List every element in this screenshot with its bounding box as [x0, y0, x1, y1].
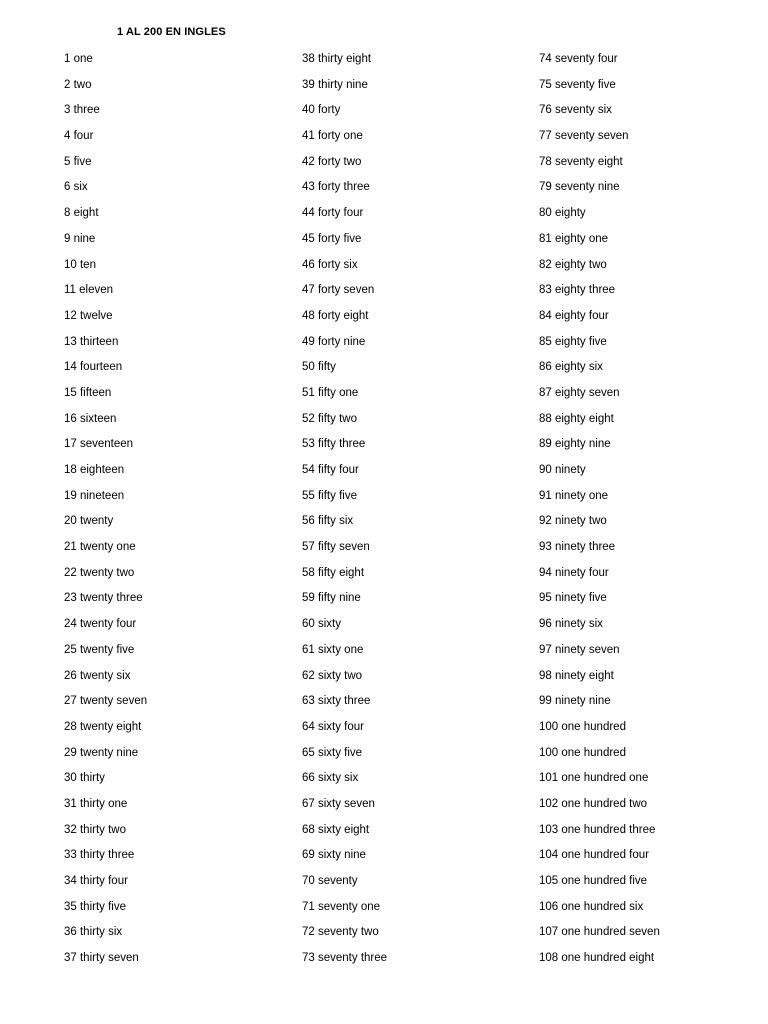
number-entry: 68 sixty eight — [302, 823, 370, 836]
number-entry: 22 twenty two — [64, 566, 135, 579]
number-entry: 36 thirty six — [64, 926, 123, 939]
number-entry: 32 thirty two — [64, 823, 126, 836]
number-entry: 15 fifteen — [64, 386, 112, 399]
number-entry: 99 ninety nine — [539, 695, 611, 708]
number-entry: 72 seventy two — [302, 926, 379, 939]
number-entry: 34 thirty four — [64, 875, 128, 887]
number-entry: 44 forty four — [302, 207, 364, 220]
number-entry: 66 sixty six — [302, 772, 359, 785]
number-entry: 89 eighty nine — [539, 438, 611, 451]
number-entry: 50 fifty — [302, 361, 336, 374]
number-entry: 29 twenty nine — [64, 746, 139, 759]
number-entry: 95 ninety five — [539, 592, 607, 605]
number-entry: 84 eighty four — [539, 309, 609, 322]
number-entry: 58 fifty eight — [302, 566, 365, 579]
number-entry: 107 one hundred seven — [539, 926, 660, 939]
number-entry: 54 fifty four — [302, 464, 359, 476]
number-entry: 27 twenty seven — [64, 695, 148, 708]
number-column-2 — [302, 50, 387, 975]
number-entry: 73 seventy three — [302, 952, 388, 965]
number-entry: 49 forty nine — [302, 335, 366, 348]
number-entry: 100 one hundred — [539, 720, 626, 733]
number-entry: 102 one hundred two — [539, 797, 648, 810]
number-entry: 94 ninety four — [539, 566, 609, 579]
number-entry: 91 ninety one — [539, 489, 609, 502]
number-entry: 16 sixteen — [64, 412, 117, 425]
number-entry: 83 eighty three — [539, 284, 616, 297]
page-title: 1 AL 200 EN INGLES — [117, 26, 226, 38]
number-entry: 62 sixty two — [302, 669, 363, 682]
number-entry: 103 one hundred three — [539, 823, 656, 836]
number-entry: 80 eighty — [539, 207, 586, 220]
number-column-3 — [539, 50, 660, 975]
number-entry: 67 sixty seven — [302, 797, 375, 810]
number-entry: 41 forty one — [302, 130, 363, 143]
number-entry: 104 one hundred four — [539, 849, 649, 862]
number-entry: 38 thirty eight — [302, 53, 372, 65]
number-entry: 108 one hundred eight — [539, 952, 655, 965]
number-entry: 42 forty two — [302, 155, 362, 168]
number-entry: 71 seventy one — [302, 900, 381, 913]
number-entry: 12 twelve — [64, 309, 113, 322]
number-entry: 101 one hundred one — [539, 772, 649, 785]
number-entry: 74 seventy four — [539, 53, 618, 65]
number-entry: 90 ninety — [539, 464, 586, 476]
number-entry: 82 eighty two — [539, 258, 607, 271]
number-entry: 81 eighty one — [539, 232, 609, 245]
number-entry: 59 fifty nine — [302, 592, 361, 605]
number-entry: 23 twenty three — [64, 592, 143, 605]
number-entry: 10 ten — [64, 258, 96, 271]
number-entry: 40 forty — [302, 104, 341, 117]
number-entry: 60 sixty — [302, 618, 341, 631]
number-entry: 20 twenty — [64, 515, 114, 528]
number-entry: 87 eighty seven — [539, 386, 620, 399]
number-entry: 85 eighty five — [539, 335, 607, 348]
number-entry: 98 ninety eight — [539, 669, 614, 682]
number-entry: 2 two — [64, 78, 92, 91]
number-entry: 24 twenty four — [64, 618, 137, 631]
number-entry: 63 sixty three — [302, 695, 371, 708]
number-column-1 — [64, 50, 147, 975]
number-entry: 106 one hundred six — [539, 900, 644, 913]
number-entry: 9 nine — [64, 232, 96, 245]
number-entry: 48 forty eight — [302, 309, 369, 322]
number-entry: 28 twenty eight — [64, 720, 142, 733]
number-entry: 31 thirty one — [64, 797, 128, 810]
number-entry: 4 four — [64, 130, 94, 143]
number-entry: 93 ninety three — [539, 541, 616, 554]
number-entry: 79 seventy nine — [539, 181, 620, 194]
number-entry: 45 forty five — [302, 232, 362, 245]
number-entry: 56 fifty six — [302, 515, 354, 528]
number-entry: 17 seventeen — [64, 438, 134, 451]
number-entry: 14 fourteen — [64, 361, 123, 374]
number-entry: 88 eighty eight — [539, 412, 614, 425]
number-entry: 18 eighteen — [64, 464, 125, 476]
number-entry: 96 ninety six — [539, 618, 603, 631]
number-entry: 51 fifty one — [302, 386, 359, 399]
number-entry: 26 twenty six — [64, 669, 131, 682]
number-entry: 19 nineteen — [64, 489, 125, 502]
number-entry: 77 seventy seven — [539, 130, 629, 143]
number-entry: 61 sixty one — [302, 643, 364, 656]
number-entry: 3 three — [64, 104, 100, 117]
number-entry: 100 one hundred — [539, 746, 626, 759]
number-entry: 1 one — [64, 53, 93, 65]
number-entry: 70 seventy — [302, 875, 358, 887]
number-entry: 75 seventy five — [539, 78, 616, 91]
number-entry: 39 thirty nine — [302, 78, 368, 91]
number-entry: 57 fifty seven — [302, 541, 370, 554]
number-entry: 6 six — [64, 181, 88, 194]
number-entry: 11 eleven — [64, 284, 114, 297]
number-entry: 47 forty seven — [302, 284, 375, 297]
number-entry: 55 fifty five — [302, 489, 357, 502]
number-entry: 78 seventy eight — [539, 155, 623, 168]
number-entry: 30 thirty — [64, 772, 105, 785]
number-entry: 25 twenty five — [64, 643, 135, 656]
number-entry: 8 eight — [64, 207, 99, 220]
number-entry: 64 sixty four — [302, 720, 364, 733]
number-entry: 21 twenty one — [64, 541, 136, 554]
number-entry: 5 five — [64, 155, 92, 168]
number-entry: 46 forty six — [302, 258, 358, 271]
number-entry: 53 fifty three — [302, 438, 366, 451]
number-entry: 97 ninety seven — [539, 643, 620, 656]
number-entry: 105 one hundred five — [539, 875, 648, 887]
number-entry: 33 thirty three — [64, 849, 135, 862]
number-entry: 92 ninety two — [539, 515, 607, 528]
number-entry: 35 thirty five — [64, 900, 126, 913]
number-entry: 43 forty three — [302, 181, 370, 194]
number-entry: 86 eighty six — [539, 361, 603, 374]
number-entry: 37 thirty seven — [64, 952, 139, 965]
number-entry: 13 thirteen — [64, 335, 119, 348]
number-entry: 65 sixty five — [302, 746, 363, 759]
number-entry: 76 seventy six — [539, 104, 612, 117]
number-entry: 52 fifty two — [302, 412, 357, 425]
number-entry: 69 sixty nine — [302, 849, 366, 862]
